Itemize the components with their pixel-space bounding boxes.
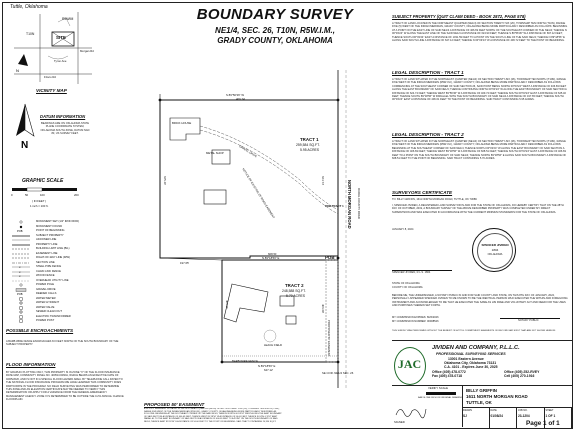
company-address-1: 13001 Eastern Avenue (448, 357, 484, 361)
legend-symbol-icon (10, 292, 32, 296)
tract2-sqft: 248,588 SQ.FT. (282, 289, 306, 293)
titleblock-header: DATE (490, 409, 497, 412)
legend-item-label: GRAVEL DRIVE (36, 287, 56, 291)
north-bearing: S 89°56'36" W (226, 93, 245, 97)
legend-item-label: BUILDING LIMIT LINE (B/L) (36, 247, 70, 250)
easement-text: A 50 FOOT EASEMENT SITUATED IN THE NORTHEAST QUARTER (NE1/4) OF SECTION TWENTY-SIX (26), TOWNSHIP TEN NORTH (T10N), RANGE FIVE WEST OF THE INDIAN MERIDIAN (R5W.I.M.), GRADY COUNTY, OKLAHOMA BEING MORE PARTICULARLY DESCRIBED AS FOLLOWS: BEGINNING AT THE SOUTHEAST CORNER OF THE SAID NE1/4; THENCE NORTH 00°03'24" WEST ALONG THE EAST BOUNDARY OF SAID SECTION A DISTANCE OF 406.69 FEET; THENCE WEST 89°18'56" W A DISTANCE OF 50.00 FEET; THENCE SOUTH 0°3'24" EAST PARALLEL TO THE EAST BOUNDARY OF SAID SECTION A DISTANCE OF 406.69 FEET TO A POINT ON THE SOUTH BOUNDARY OF SAID NE1/4; THENCE EAST 89°18'56" E A DISTANCE OF 50.00 FEET TO THE POINT OF BEGINNING. SAID TRACT CONTAINING 20,334 SQ.FT. (144, 408, 282, 423)
legend-symbol-icon (10, 297, 32, 301)
south-distance: 647.12' (264, 368, 274, 372)
page-title: BOUNDARY SURVEY (196, 6, 354, 23)
title-line-1: NE1/4, SEC. 26, T10N, R5W.I.M., (215, 26, 335, 35)
vicinity-range: R5WIM (62, 17, 74, 21)
tract2-title: LEGAL DESCRIPTION - TRACT 2 (392, 132, 464, 137)
legend-item-label: MONUMENT SET (1/2" IRON ROD) (36, 220, 80, 223)
titleblock-value: 1 OF 1 (545, 414, 556, 418)
flood-title: FLOOD INFORMATION (6, 362, 56, 367)
tract1-label: TRACT 1 (300, 137, 319, 142)
company-fax: Fax (405) 478-0718 (432, 374, 462, 378)
legend-item-label: POWER POLE (36, 283, 55, 286)
titleblock-value: SJ (463, 414, 467, 418)
notary-public: NOTARY PUBLIC (518, 319, 539, 322)
subject-title: SUBJECT PROPERTY (QUIT CLAIM DEED - BOOK 2872, PAGE 578) (392, 14, 526, 19)
mid-bearing: N 89°18'56" E (262, 256, 280, 260)
svg-text:POB: POB (17, 230, 23, 233)
seal-number: 1804 (491, 248, 499, 252)
gravel-drive-label: GRAVEL DRIVE (238, 144, 258, 159)
tract2-label: TRACT 2 (285, 283, 304, 288)
legend-item-label: MONUMENT FOUND (36, 224, 63, 228)
house-label: BRICK HOUSE (172, 121, 192, 125)
notary-state: STATE OF OKLAHOMA (392, 282, 420, 285)
legend-symbol-icon (10, 288, 32, 292)
fence-label: BARB WIRE FENCE (232, 359, 258, 363)
company-address-2: Oklahoma City, Oklahoma 73131 (444, 361, 497, 365)
titleblock-header: JOB NO. (518, 409, 528, 412)
company-name: JIVIDEN AND COMPANY, P.L.L.C. (432, 345, 520, 351)
company-subtitle: PROFESSIONAL SURVEYING SERVICES (436, 352, 506, 356)
titleblock-header: DRAWN (463, 409, 472, 412)
road-label: NORTH MORGAN ROAD (347, 180, 352, 229)
page-number: Page 1 of 1 (526, 420, 560, 427)
legend-symbol-icon (10, 274, 32, 278)
legend-item-label: EASEMENT LINE (36, 251, 58, 255)
titleblock-value: 01/08/24 (490, 414, 503, 418)
legend (10, 220, 98, 324)
leach-label: LEACH FIELD (264, 343, 283, 347)
company-office-2: Office (405) 252-RVEY (504, 370, 540, 374)
north-arrow-icon (12, 104, 38, 154)
company-block (392, 340, 572, 427)
south-bearing: N 89°18'56" E (258, 364, 276, 368)
vicinity-road-2: Frisco Rd (44, 75, 56, 79)
pob-tract-label: POB TRACT 1 (325, 204, 344, 208)
svg-text:POB: POB (17, 293, 23, 296)
tract1-text: A TRACT OF LAND SITUATED IN THE NORTHEAST QUARTER (NE1/4) OF SECTION TWENTY-SIX (26), TOWNSHIP TEN NORTH (T10N), RANGE FIVE WEST OF THE INDIAN MERIDIAN (R5W.I.M.), GRADY COUNTY, OKLAHOMA BEING MORE PARTICULARLY DESCRIBED AS FOLLOWS: COMMENCING AT THE SOUTHEAST CORNER OF SAID SECTION 26, SAID POINT BEING NORTH 00°03'24" WEST A DISTANCE OF 406.69 FEET ALONG THE EAST BOUNDARY OF SAID NE1/4; THENCE CONTINUING NORTH 00°03'24" W ALONG THE EAST BOUNDARY OF SAID SECTION A DISTANCE OF 624.74 FEET; THENCE WEST 89°56'36" W A DISTANCE OF 409.74 FEET; THENCE SOUTH 00°03'24" EAST A DISTANCE OF 625.40 FEET; THENCE SOUTH 89°18'56" W PARALLEL WITH THE SOUTH BOUNDARY OF SAID NE1/4 A DISTANCE OF 197.65 FEET; THENCE SOUTH 00°03'24" EAST A DISTANCE OF 406.61 FEET TO THE POINT OF BEGINNING. SAID TRACT CONTAINING 5.95 ACRES. (392, 78, 567, 102)
certificate-title: SURVEYORS CERTIFICATE (392, 190, 453, 195)
legend-item-label: SUBJECT PROPERTY (36, 233, 64, 237)
legend-item-label: SECTION LINE (36, 260, 55, 264)
tract2-text: A TRACT OF LAND SITUATED IN THE NORTHEAST QUARTER (NE1/4) OF SECTION TWENTY-SIX (26), TOWNSHIP TEN NORTH (T10N), RANGE FIVE WEST OF THE INDIAN MERIDIAN (R5W.I.M.), GRADY COUNTY, OKLAHOMA BEING MORE PARTICULARLY DESCRIBED AS FOLLOWS: BEGINNING AT THE SOUTHEAST CORNER OF SAID NE1/4; THENCE NORTH 00°03'24" W ALONG THE EAST BOUNDARY OF SAID SECTION A DISTANCE OF 406.69 FEET; THENCE WEST 89°18'56" W A DISTANCE OF 608.51 FEET; THENCE SOUTH 00°03'24" EAST A DISTANCE OF 406.69 FEET TO A POINT ON THE SOUTH BOUNDARY OF SAID NE1/4; THENCE NORTH 89°18'56" E ALONG SAID SOUTH BOUNDARY A DISTANCE OF 608.51 FEET TO THE POINT OF BEGINNING. SAID TRACT CONTAINING 5.70 ACRES. (392, 140, 567, 161)
vicinity-site: SITE (56, 35, 67, 40)
legend-symbol-icon (10, 256, 32, 260)
scale-tick-1: 50 (25, 193, 29, 197)
legend-symbol-icon (10, 306, 32, 310)
legend-symbol-icon (10, 315, 32, 319)
encroachments-text: A BARB WIRE FENCE ENCROACHES 8.0 FEET NORTH OF THE SOUTH BOUNDARY OF THE SUBJECT PROPERTY. (6, 340, 119, 347)
vicinity-label: VICINITY MAP (36, 88, 67, 93)
signature-label: SIGNED (394, 420, 405, 424)
legend-symbol-icon (10, 229, 32, 233)
road-label-2: RURAL COUNTY ROAD (357, 188, 361, 219)
encroachments-title: POSSIBLE ENCROACHMENTS (6, 328, 74, 333)
legend-symbol-icon (10, 265, 32, 269)
legend-item (10, 319, 98, 324)
vicinity-map (8, 4, 94, 94)
verify-scale: VERIFY SCALE (428, 386, 449, 390)
vicinity-road-3: Tyron Ave (54, 59, 67, 63)
legend-item-label: SEWER CLEAN OUT (36, 310, 62, 313)
scale-ratio: 1 inch = 100 ft. (30, 204, 49, 208)
seal-state: OKLAHOMA (487, 253, 503, 256)
legend-item-label: WATER VALVE (36, 305, 55, 309)
plat-drawing (100, 60, 360, 390)
subject-text: A TRACT OF LAND LOCATED IN THE NORTHEAST QUARTER (NE1/4) OF SECTION TWENTY-SIX (26), TOWNSHIP TEN NORTH (T10N), RANGE FIVE (5) WEST OF THE INDIAN MERIDIAN, GRADY COUNTY, OKLAHOMA BEING MORE PARTICULARLY DESCRIBED AS FOLLOWS: BEGINNING AT A POINT ON THE EAST LINE OF SAID NE1/4 A DISTANCE OF 406.69 FEET NORTH OF THE SOUTHEAST CORNER OF THE NE1/4; THENCE N 00°03'24" W ALONG THE EAST LINE OF THE SAID NE1/4 A DISTANCE OF 624.90 FEET; THENCE S 89°56'36" W A DISTANCE OF 697.12 FEET; THENCE SOUTH 00°03'24" EAST A DISTANCE OF 1031.59 FEET TO A POINT ON THE SOUTH LINE OF THE SAID NE1/4; THENCE N 89°18'56" E ALONG SAID SOUTH LINE A DISTANCE OF 647.12 FEET; THENCE N 00°03'24" W A DISTANCE OF 406.72 FEET TO THE POINT OF BEGINNING. (392, 22, 568, 43)
legend-symbol-icon (10, 279, 32, 283)
seal-name: SPENCER JIVIDEN (481, 243, 509, 247)
disclaimer: THIS SURVEY WAS PERFORMED WITHOUT THE BENEFIT OF A TITLE COMMITMENT. EASEMENTS OF RECORD MAY EXIST THAT ARE NOT SHOWN HEREON. (392, 330, 556, 332)
legend-item-label: WATER METER (36, 296, 56, 300)
legend-item-label: WATER HYDRANT (36, 301, 60, 304)
notary-number: MY COMMISSION NUMBER: 00008526 (392, 320, 439, 323)
title-line-2: GRADY COUNTY, OKLAHOMA (217, 36, 333, 45)
certificate-signer: SPENCER JIVIDEN, R.L.S. 1804 (392, 271, 431, 274)
legend-item-label: PROPERTY LINE (36, 242, 58, 246)
titleblock-cell (462, 408, 490, 428)
legend-symbol-icon (10, 270, 32, 274)
legend-symbol-icon (10, 234, 32, 238)
client-address: 1611 NORTH MORGAN ROAD (466, 394, 528, 399)
scale-unit: ( IN FEET ) (32, 199, 47, 203)
section-note: SE COR. NE1/4 SEC. 26 (322, 371, 354, 375)
legend-item-label: STEEL PIPE FENCE (36, 265, 62, 268)
company-logo (394, 347, 426, 385)
legend-item-label: CHAIN LINK FENCE (36, 269, 61, 273)
legend-symbol-icon (10, 238, 32, 242)
company-cert: C.A. 4101 - Expires June 30, 2025 (444, 365, 498, 369)
tract1-acres: 5.95 ACRES (300, 148, 320, 152)
notary-text: BEFORE ME, THE UNDERSIGNED, A NOTARY PUBLIC IN AND FOR SAID COUNTY AND STATE, ON THIS 8TH DAY OF JANUARY, 2024, PERSONALLY APPEARED SPENCER JIVIDEN TO ME KNOWN TO BE THE IDENTICAL PERSON WHO EXECUTED THE WITHIN AND FOREGOING INSTRUMENT AND ACKNOWLEDGED TO ME THAT HE EXECUTED THE SAME AS HIS FREE AND VOLUNTARY ACT AND DEED FOR THE USES AND PURPOSES THEREIN SET FORTH. (392, 294, 568, 308)
east-distance-1: 624.74' (321, 176, 325, 186)
legend-symbol-icon (10, 301, 32, 305)
datum-title: DATUM INFORMATION (40, 114, 86, 119)
mid-distance: 608.51' (268, 252, 278, 256)
scale-label: GRAPHIC SCALE (22, 178, 64, 184)
legend-symbol-icon (10, 220, 32, 224)
svg-text:x: x (19, 274, 21, 278)
notary-county: COUNTY OF OKLAHOMA (392, 286, 423, 289)
scale-tick-3: 200 (74, 193, 79, 197)
legend-symbol-icon (10, 310, 32, 314)
north-distance: 409.74' (236, 97, 246, 101)
client-city: TUTTLE, OK (466, 400, 492, 405)
legend-item-label: ELECTRIC TRANSFORMER (36, 314, 71, 318)
legend-symbol-icon (10, 261, 32, 265)
leg-distance: 197.65' (180, 261, 190, 265)
legend-item-label: RIGHT-OF-WAY LINE (R/W) (36, 256, 70, 259)
titleblock-header: SHEET (545, 409, 554, 412)
surveyor-seal (472, 228, 516, 272)
easement-note: PROPOSED 50' EASEMENT (327, 320, 331, 357)
titleblock-value: 23-1204 (518, 414, 530, 418)
company-cell: Cell (405) 270-1916 (504, 374, 535, 378)
certificate-text: I, SPENCER JIVIDEN, A REGISTERED LAND SURVEYOR IN AND FOR THE STATE OF OKLAHOMA, DO HEREBY CERTIFY THAT ON THE 28TH DAY OF OCTOBER, 2019, A BOUNDARY SURVEY OF THE ABOVE DESCRIBED PROPERTY WAS COMPLETED UNDER MY DIRECT SUPERVISION AND WAS EXECUTED IN ACCORDANCE WITH THE CURRENT MINIMUM STANDARDS FOR THE STATE OF OKLAHOMA. (392, 204, 564, 214)
tract1-sqft: 259,584 SQ.FT. (296, 143, 320, 147)
client-name: BILLY GRIFFIN (466, 388, 497, 393)
easement-ref: NOTICE OF EXISTING 25' ROAD EASEMENT (241, 167, 276, 220)
legend-symbol-icon (10, 283, 32, 287)
tract1-title: LEGAL DESCRIPTION - TRACT 1 (392, 70, 464, 75)
verify-note: BAR IS ONE INCH ON ORIGINAL DRAWING (418, 397, 463, 399)
verify-scale-bar (426, 392, 456, 396)
certificate-date: JANUARY 8, 2024 (392, 228, 414, 231)
easement-title: PROPOSED 50' EASEMENT (144, 402, 205, 407)
vicinity-city: Tuttle, Oklahoma (10, 4, 48, 10)
legend-symbol-icon (10, 225, 32, 229)
company-signature (394, 403, 428, 419)
legend-item-label: POWER POST (36, 319, 55, 322)
legend-symbol-icon (10, 243, 32, 247)
svg-text:N: N (16, 68, 19, 73)
svg-text:x: x (19, 269, 21, 274)
titleblock-cell (490, 408, 518, 428)
datum-text: BEARINGS ARE ON OKLAHOMA STATE PLANE COORDINATE SYSTEM, OKLAHOMA SOUTH ZONE, DATUM NAD 83, US SURVEY FEET. (40, 122, 90, 136)
logo-text: JAC (397, 357, 422, 371)
west-distance-2: 406.61' (225, 300, 229, 310)
east-distance-2: 406.69' (321, 304, 325, 314)
svg-text:x: x (19, 265, 21, 269)
vicinity-township: T10N (26, 32, 35, 36)
flood-text: BY GRAPHIC PLOTTING ONLY, THIS PROPERTY IS IN ZONE "X" OF THE FLOOD INSURANCE RATE MAP, COMMUNITY PANEL NO. 40051C0260H, WHICH BEARS AN EFFECTIVE DATE OF 02/05/2020, AND IS NOT IN A SPECIAL FLOOD HAZARD AREA. BY TELEPHONE CALL DATED TO THE NATIONAL FLOOD INSURANCE PROGRAM WE HAVE LEARNED THIS COMMUNITY DOES PARTICIPATE IN THE PROGRAM. NO FIELD SURVEYING WAS PERFORMED TO DETERMINE THIS ZONE AND AN ELEVATION CERTIFICATE MAY BE NEEDED TO VERIFY THIS DETERMINATION OR APPLY FOR A VARIANCE FROM THE FEDERAL EMERGENCY MANAGEMENT AGENCY. ZONE X IS DETERMINED TO BE OUTSIDE THE 0.2% ANNUAL CHANCE FLOODPLAIN. (6, 371, 124, 402)
pob-label: POB (325, 255, 335, 260)
vicinity-road-1: Morgan Rd (80, 49, 94, 53)
west-distance-1: 625.40' (163, 176, 167, 186)
notary-commission: MY COMMISSION EXPIRES: 8/26/2026 (392, 316, 439, 319)
legend-item-label: OVERHEAD UTILITY LINE (36, 278, 69, 282)
tract2-acres: 5.70 ACRES (286, 294, 306, 298)
scale-tick-2: 100 (40, 193, 45, 197)
scale-tick-0: 0 (11, 193, 13, 197)
legend-symbol-icon (10, 319, 32, 323)
shop-label: METAL SHOP (206, 151, 224, 155)
certificate-to: TO: BILLY GRIFFIN, 1611 NORTH MORGAN ROAD, TUTTLE, OK 73089 (392, 198, 477, 201)
graphic-scale-bar (12, 186, 82, 194)
legend-item-label: POINT OF BEGINNING (36, 229, 65, 232)
svg-text:N: N (21, 140, 29, 151)
legend-item-label: ADJOINER LINE (36, 238, 57, 241)
company-office-1: Office (405) 478-0772 (432, 370, 466, 374)
legend-item-label: WOOD FENCE (36, 274, 55, 277)
legend-item-label: DEEDED CALLS (36, 292, 57, 295)
legend-symbol-icon (10, 252, 32, 256)
legend-symbol-icon (10, 247, 32, 251)
